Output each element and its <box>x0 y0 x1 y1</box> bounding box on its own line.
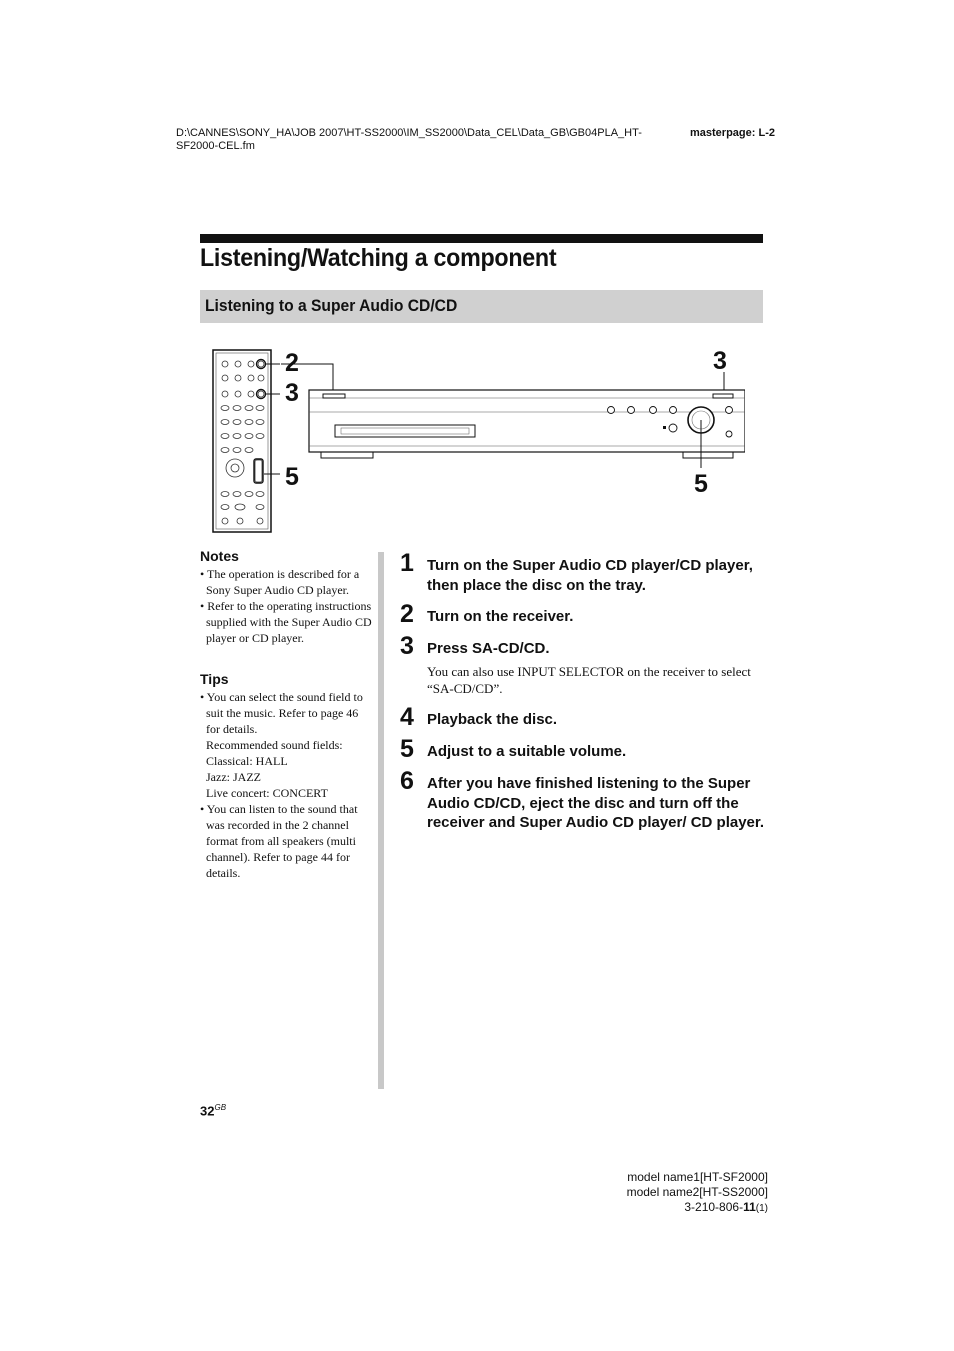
callout-5-receiver: 5 <box>694 470 708 498</box>
column-divider <box>378 552 384 1089</box>
step-text: Turn on the Super Audio CD player/CD player, then place the disc on the tray. <box>427 557 753 594</box>
step-number: 3 <box>400 632 414 660</box>
header-file-path: D:\CANNES\SONY_HA\JOB 2007\HT-SS2000\IM_SS2000\Data_CEL\Data_GB\GB04PLA_HT- SF2000-CEL.fm <box>176 127 642 152</box>
notes-section <box>200 548 372 646</box>
step-text: Turn on the receiver. <box>427 608 574 625</box>
callout-5-remote: 5 <box>285 463 299 491</box>
tip-item: • You can select the sound field to suit the music. Refer to page 46 for details. Recommended sound fields: Classical: HALL Jazz: JAZZ Live concert: CONCERT <box>200 690 363 800</box>
step-1 <box>400 549 765 595</box>
note-item: • The operation is described for a Sony Super Audio CD player. <box>200 567 360 597</box>
tips-heading: Tips <box>200 671 229 687</box>
section-title: Listening to a Super Audio CD/CD <box>205 296 458 315</box>
section-header <box>200 290 763 323</box>
step-number: 6 <box>400 767 414 795</box>
step-2 <box>400 600 765 628</box>
tip-item: • You can listen to the sound that was recorded in the 2 channel format from all speakers (multi channel). Refer to page 44 for details. <box>200 802 358 880</box>
header-masterpage: masterpage: L-2 <box>690 127 775 139</box>
receiver-drawing <box>281 364 745 468</box>
remote-control-drawing <box>213 350 280 532</box>
step-number: 4 <box>400 703 414 731</box>
step-4 <box>400 703 765 731</box>
step-text: Press SA-CD/CD. <box>427 640 550 657</box>
step-6 <box>400 767 765 833</box>
page-title: Listening/Watching a component <box>200 244 557 272</box>
tips-section <box>200 671 372 881</box>
footer-code: 3-210-806-11(1) <box>684 1200 768 1214</box>
callout-2: 2 <box>285 349 299 377</box>
step-number: 2 <box>400 600 414 628</box>
step-text: After you have finished listening to the Super Audio CD/CD, eject the disc and turn off the receiver and Super Audio CD player/ CD player. <box>427 775 765 831</box>
callout-3-receiver: 3 <box>713 347 727 375</box>
step-5 <box>400 735 765 763</box>
step-note: You can also use INPUT SELECTOR on the receiver to select “SA-CD/CD”. <box>427 663 751 696</box>
step-text: Playback the disc. <box>427 711 558 728</box>
step-text: Adjust to a suitable volume. <box>427 743 627 760</box>
step-3 <box>400 632 765 697</box>
note-item: • Refer to the operating instructions supplied with the Super Audio CD player or CD player. <box>200 599 372 645</box>
callout-3-remote: 3 <box>285 379 299 407</box>
title-rule <box>200 234 763 243</box>
step-number: 1 <box>400 549 414 577</box>
notes-heading: Notes <box>200 548 239 564</box>
remote-and-receiver-illustration <box>205 342 745 534</box>
footer-model-info: model name1[HT-SF2000] model name2[HT-SS2000] 3-210-806-11(1) <box>626 1170 768 1214</box>
page-number: $32^{GB}$ <box>200 1103 227 1119</box>
step-number: 5 <box>400 735 414 763</box>
